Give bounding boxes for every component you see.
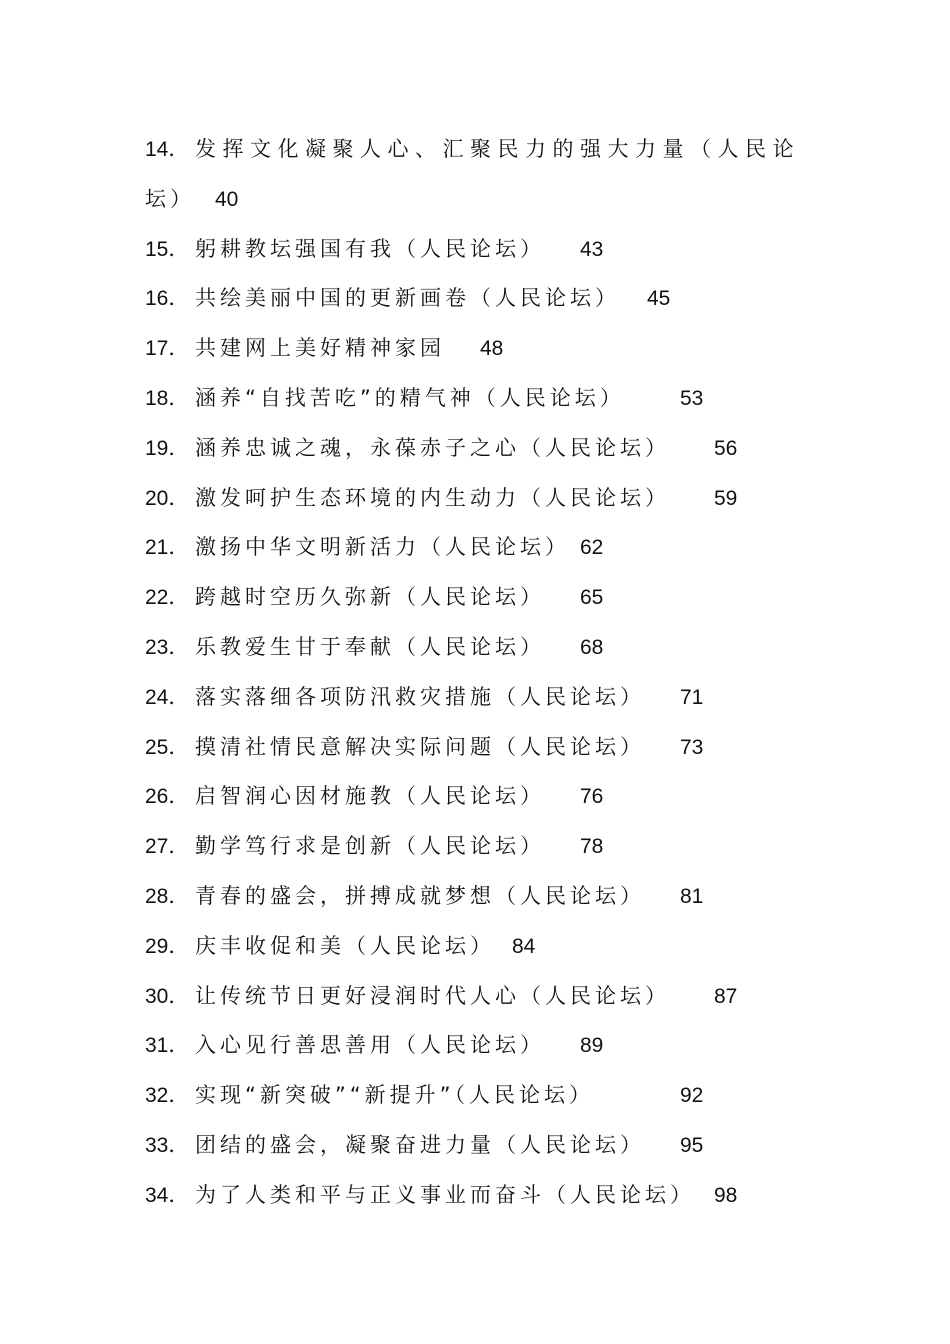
toc-entry [145, 1121, 825, 1171]
toc-entry-page: 78 [580, 835, 604, 859]
toc-entry-title: 跨越时空历久弥新（人民论坛） [195, 585, 545, 610]
toc-entry-page: 84 [512, 934, 536, 958]
toc-entry-number: 19． [145, 436, 190, 460]
toc-entry [145, 523, 825, 573]
toc-entry-title: 涵养“自找苦吃”的精气神（人民论坛） [195, 385, 625, 410]
toc-entry [145, 1021, 825, 1071]
toc-entry-number: 17． [145, 337, 190, 361]
toc-entry-number: 29． [145, 934, 190, 958]
toc-entry-page: 95 [680, 1133, 704, 1157]
toc-entry [145, 474, 825, 524]
toc-entry-number: 14． [145, 138, 190, 161]
toc-entry [145, 374, 825, 424]
toc-entry-page: 62 [580, 536, 604, 560]
toc-entry [145, 324, 825, 374]
toc-entry-page: 98 [714, 1183, 738, 1207]
toc-entry-title: 共建网上美好精神家园 [195, 336, 445, 361]
toc-entry-title-continued: 坛） [145, 186, 195, 211]
toc-entry [145, 623, 825, 673]
toc-entry-title: 激发呵护生态环境的内生动力（人民论坛） [195, 485, 670, 510]
toc-entry-number: 32． [145, 1084, 190, 1108]
toc-entry [145, 772, 825, 822]
toc-entry-title: 涵养忠诚之魂，永葆赤子之心（人民论坛） [195, 435, 670, 460]
toc-entry-title: 发挥文化凝聚人心、汇聚民力的强大力量（人民论 [195, 137, 800, 161]
table-of-contents [145, 125, 825, 1221]
toc-entry-page: 68 [580, 635, 604, 659]
toc-entry-title: 为了人类和平与正义事业而奋斗（人民论坛） [195, 1182, 695, 1207]
toc-entry-title: 庆丰收促和美（人民论坛） [195, 933, 495, 958]
toc-entry-page: 73 [680, 735, 704, 759]
toc-entry-page: 76 [580, 785, 604, 809]
toc-entry-title: 激扬中华文明新活力（人民论坛） [195, 535, 570, 560]
toc-entry-page: 71 [680, 685, 704, 709]
toc-entry-number: 26． [145, 785, 190, 809]
toc-entry-title: 乐教爱生甘于奉献（人民论坛） [195, 634, 545, 659]
toc-entry-title: 落实落细各项防汛救灾措施（人民论坛） [195, 684, 645, 709]
toc-entry-number: 34． [145, 1183, 190, 1207]
toc-entry-page: 92 [680, 1084, 704, 1108]
toc-entry-title: 共绘美丽中国的更新画卷（人民论坛） [195, 286, 620, 311]
toc-entry [145, 1171, 825, 1221]
toc-entry-number: 15． [145, 237, 190, 261]
toc-entry-number: 23． [145, 635, 190, 659]
toc-entry [145, 225, 825, 275]
toc-entry-page: 56 [714, 436, 738, 460]
toc-entry-title: 青春的盛会，拼搏成就梦想（人民论坛） [195, 883, 645, 908]
toc-entry-page: 59 [714, 486, 738, 510]
toc-entry-page: 40 [215, 187, 239, 211]
toc-entry-number: 16． [145, 287, 190, 311]
toc-entry-number: 31． [145, 1034, 190, 1058]
toc-entry [145, 274, 825, 324]
toc-entry-number: 30． [145, 984, 190, 1008]
toc-entry-page: 65 [580, 586, 604, 610]
toc-entry [145, 922, 825, 972]
toc-entry-title: 勤学笃行求是创新（人民论坛） [195, 834, 545, 859]
toc-entry-page: 87 [714, 984, 738, 1008]
toc-entry [145, 872, 825, 922]
toc-entry [145, 822, 825, 872]
toc-entry-number: 33． [145, 1133, 190, 1157]
toc-entry-page: 45 [647, 287, 671, 311]
toc-entry-number: 21． [145, 536, 190, 560]
toc-entry [145, 424, 825, 474]
toc-entry-number: 22． [145, 586, 190, 610]
toc-entry [145, 1071, 825, 1121]
toc-entry-number: 27． [145, 835, 190, 859]
toc-entry-title: 团结的盛会，凝聚奋进力量（人民论坛） [195, 1132, 645, 1157]
toc-entry [145, 573, 825, 623]
toc-entry-page: 81 [680, 884, 704, 908]
toc-entry-number: 24． [145, 685, 190, 709]
toc-entry [145, 673, 825, 723]
toc-entry-title: 让传统节日更好浸润时代人心（人民论坛） [195, 983, 670, 1008]
toc-entry-title: 摸清社情民意解决实际问题（人民论坛） [195, 734, 645, 759]
toc-entry [145, 723, 825, 773]
toc-entry-page: 43 [580, 237, 604, 261]
toc-entry-title: 入心见行善思善用（人民论坛） [195, 1033, 545, 1058]
toc-entry-title: 启智润心因材施教（人民论坛） [195, 784, 545, 809]
toc-entry-page: 89 [580, 1034, 604, 1058]
toc-entry-number: 28． [145, 884, 190, 908]
toc-entry [145, 125, 825, 225]
toc-entry-title: 实现“新突破”“新提升”（人民论坛） [195, 1083, 595, 1108]
toc-entry-title: 躬耕教坛强国有我（人民论坛） [195, 236, 545, 261]
toc-entry-page: 53 [680, 386, 704, 410]
toc-entry-number: 18． [145, 386, 190, 410]
toc-entry-number: 20． [145, 486, 190, 510]
toc-entry [145, 972, 825, 1022]
toc-entry-page: 48 [480, 337, 504, 361]
toc-entry-number: 25． [145, 735, 190, 759]
